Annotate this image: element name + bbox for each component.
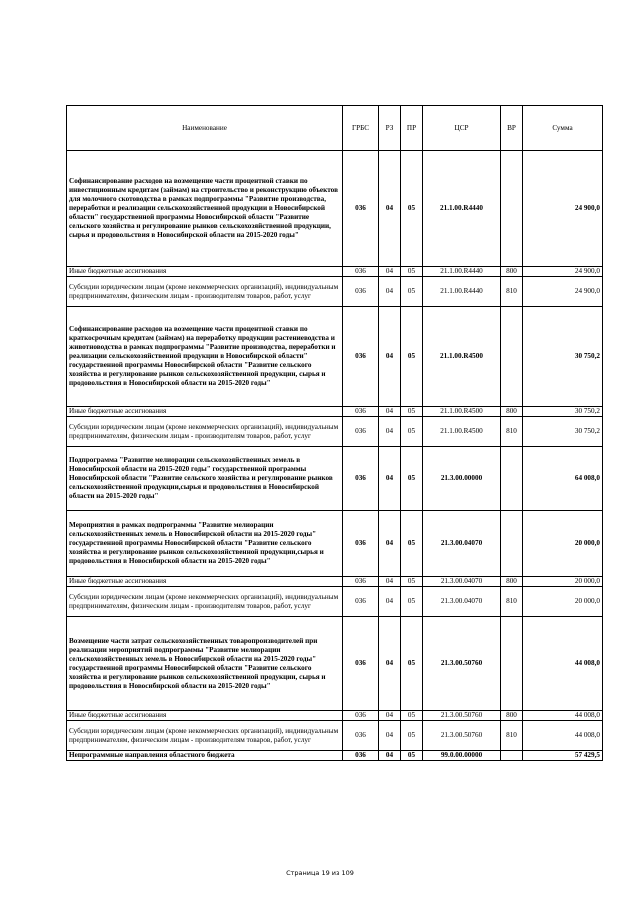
cell-csr: 21.3.00.50760 xyxy=(423,721,501,751)
cell-pr: 05 xyxy=(401,577,423,587)
cell-vr: 810 xyxy=(501,721,523,751)
cell-pr: 05 xyxy=(401,417,423,447)
cell-name: Подпрограмма "Развитие мелиорации сельскохозяйственных земель в Новосибирской области на 2015-2020 годы" государственной программы Новосибирской области "Развитие сельского хозяйства и регулирование рынков сельскохозяйственной продукции,сырья и продовольствия в Новосибирской области на 2015-2020 годы" xyxy=(67,447,343,511)
cell-csr: 21.1.00.R4440 xyxy=(423,151,501,267)
cell-grbs: 036 xyxy=(343,577,379,587)
table-row xyxy=(67,407,603,417)
table-row xyxy=(67,277,603,307)
table-row xyxy=(67,151,603,267)
cell-sum: 20 000,0 xyxy=(523,511,603,577)
cell-rz: 04 xyxy=(379,151,401,267)
cell-rz: 04 xyxy=(379,721,401,751)
table-header-row xyxy=(67,106,603,151)
cell-csr: 21.1.00.R4500 xyxy=(423,307,501,407)
cell-sum: 24 900,0 xyxy=(523,151,603,267)
cell-rz: 04 xyxy=(379,577,401,587)
cell-name: Софинансирование расходов на возмещение части процентной ставки по инвестиционным кредитам (займам) на строительство и реконструкцию объектов для молочного скотоводства в рамках подпрограммы "Развитие производства, переработки и реализации сельскохозяйственной продукции в Новосибирской области" государственной программы Новосибирской области "Развитие сельского хозяйства и регулирование рынков сельскохозяйственной продукции, сырья и продовольствия в Новосибирской области на 2015-2020 годы" xyxy=(67,151,343,267)
cell-vr: 800 xyxy=(501,577,523,587)
cell-csr: 99.0.00.00000 xyxy=(423,751,501,761)
cell-pr: 05 xyxy=(401,267,423,277)
cell-sum: 20 000,0 xyxy=(523,577,603,587)
cell-rz: 04 xyxy=(379,587,401,617)
cell-pr: 05 xyxy=(401,307,423,407)
table-row xyxy=(67,617,603,711)
cell-vr: 810 xyxy=(501,417,523,447)
cell-name: Субсидии юридическим лицам (кроме некоммерческих организаций), индивидуальным предпринимателям, физическим лицам - производителям товаров, работ, услуг xyxy=(67,587,343,617)
budget-table xyxy=(66,105,603,761)
cell-name: Иные бюджетные ассигнования xyxy=(67,711,343,721)
cell-pr: 05 xyxy=(401,277,423,307)
cell-csr: 21.3.00.50760 xyxy=(423,617,501,711)
header-csr: ЦСР xyxy=(423,106,501,151)
header-sum: Сумма xyxy=(523,106,603,151)
cell-sum: 64 008,0 xyxy=(523,447,603,511)
cell-csr: 21.3.00.00000 xyxy=(423,447,501,511)
cell-sum: 44 008,0 xyxy=(523,617,603,711)
cell-vr xyxy=(501,511,523,577)
cell-name: Возмещение части затрат сельскохозяйственных товаропроизводителей при реализации мероприятий подпрограммы "Развитие мелиорации сельскохозяйственных земель в Новосибирской области на 2015-2020 годы" государственной программы Новосибирской области "Развитие сельского хозяйства и регулирование рынков сельскохозяйственной продукции, сырья и продовольствия в Новосибирской области на 2015-2020 годы" xyxy=(67,617,343,711)
cell-name: Иные бюджетные ассигнования xyxy=(67,407,343,417)
cell-name: Мероприятия в рамках подпрограммы "Развитие мелиорации сельскохозяйственных земель в Новосибирской области на 2015-2020 годы" государственной программы Новосибирской области "Развитие сельского хозяйства и регулирование рынков сельскохозяйственной продукции,сырья и продовольствия в Новосибирской области на 2015-2020 годы" xyxy=(67,511,343,577)
cell-name: Непрограммные направления областного бюджета xyxy=(67,751,343,761)
cell-vr: 810 xyxy=(501,587,523,617)
cell-sum: 24 900,0 xyxy=(523,267,603,277)
cell-rz: 04 xyxy=(379,277,401,307)
header-rz: РЗ xyxy=(379,106,401,151)
cell-name: Иные бюджетные ассигнования xyxy=(67,577,343,587)
cell-csr: 21.1.00.R4440 xyxy=(423,267,501,277)
table-row xyxy=(67,751,603,761)
cell-rz: 04 xyxy=(379,407,401,417)
cell-rz: 04 xyxy=(379,447,401,511)
cell-name: Субсидии юридическим лицам (кроме некоммерческих организаций), индивидуальным предпринимателям, физическим лицам - производителям товаров, работ, услуг xyxy=(67,721,343,751)
cell-csr: 21.3.00.04070 xyxy=(423,511,501,577)
header-vr: ВР xyxy=(501,106,523,151)
cell-vr xyxy=(501,617,523,711)
cell-pr: 05 xyxy=(401,447,423,511)
cell-vr: 810 xyxy=(501,277,523,307)
cell-grbs: 036 xyxy=(343,447,379,511)
cell-csr: 21.1.00.R4500 xyxy=(423,417,501,447)
cell-pr: 05 xyxy=(401,511,423,577)
cell-vr xyxy=(501,447,523,511)
cell-pr: 05 xyxy=(401,151,423,267)
table-row xyxy=(67,577,603,587)
table-row xyxy=(67,447,603,511)
cell-rz: 04 xyxy=(379,511,401,577)
cell-rz: 04 xyxy=(379,307,401,407)
cell-pr: 05 xyxy=(401,617,423,711)
table-row xyxy=(67,721,603,751)
table-row xyxy=(67,307,603,407)
cell-rz: 04 xyxy=(379,751,401,761)
cell-rz: 04 xyxy=(379,267,401,277)
cell-grbs: 036 xyxy=(343,721,379,751)
cell-sum: 57 429,5 xyxy=(523,751,603,761)
table-row xyxy=(67,417,603,447)
cell-csr: 21.1.00.R4500 xyxy=(423,407,501,417)
cell-vr xyxy=(501,151,523,267)
cell-vr xyxy=(501,751,523,761)
cell-rz: 04 xyxy=(379,417,401,447)
cell-sum: 30 750,2 xyxy=(523,417,603,447)
header-grbs: ГРБС xyxy=(343,106,379,151)
cell-vr: 800 xyxy=(501,711,523,721)
cell-sum: 30 750,2 xyxy=(523,407,603,417)
cell-sum: 20 000,0 xyxy=(523,587,603,617)
cell-csr: 21.1.00.R4440 xyxy=(423,277,501,307)
cell-grbs: 036 xyxy=(343,277,379,307)
cell-grbs: 036 xyxy=(343,587,379,617)
page-number: Страница 19 из 109 xyxy=(286,869,354,877)
cell-vr xyxy=(501,307,523,407)
cell-grbs: 036 xyxy=(343,751,379,761)
cell-name: Субсидии юридическим лицам (кроме некоммерческих организаций), индивидуальным предпринимателям, физическим лицам - производителям товаров, работ, услуг xyxy=(67,277,343,307)
cell-grbs: 036 xyxy=(343,407,379,417)
table-row xyxy=(67,711,603,721)
cell-pr: 05 xyxy=(401,751,423,761)
table-row xyxy=(67,511,603,577)
cell-name: Субсидии юридическим лицам (кроме некоммерческих организаций), индивидуальным предпринимателям, физическим лицам - производителям товаров, работ, услуг xyxy=(67,417,343,447)
cell-grbs: 036 xyxy=(343,511,379,577)
cell-sum: 44 008,0 xyxy=(523,721,603,751)
cell-rz: 04 xyxy=(379,711,401,721)
cell-grbs: 036 xyxy=(343,267,379,277)
cell-grbs: 036 xyxy=(343,307,379,407)
cell-sum: 30 750,2 xyxy=(523,307,603,407)
cell-name: Софинансирование расходов на возмещение части процентной ставки по краткосрочным кредитам (займам) на переработку продукции растениеводства и животноводства в рамках подпрограммы "Развитие производства, переработки и реализации сельскохозяйственной продукции в Новосибирской области" государственной программы Новосибирской области "Развитие сельского хозяйства и регулирование рынков сельскохозяйственной продукции, сырья и продовольствия в Новосибирской области на 2015-2020 годы" xyxy=(67,307,343,407)
cell-sum: 24 900,0 xyxy=(523,277,603,307)
cell-rz: 04 xyxy=(379,617,401,711)
cell-csr: 21.3.00.04070 xyxy=(423,587,501,617)
cell-sum: 44 008,0 xyxy=(523,711,603,721)
cell-pr: 05 xyxy=(401,407,423,417)
cell-vr: 800 xyxy=(501,407,523,417)
header-pr: ПР xyxy=(401,106,423,151)
cell-csr: 21.3.00.04070 xyxy=(423,577,501,587)
cell-grbs: 036 xyxy=(343,711,379,721)
cell-name: Иные бюджетные ассигнования xyxy=(67,267,343,277)
header-name: Наименование xyxy=(67,106,343,151)
table-row xyxy=(67,587,603,617)
cell-vr: 800 xyxy=(501,267,523,277)
cell-grbs: 036 xyxy=(343,417,379,447)
table-body xyxy=(67,151,603,761)
cell-grbs: 036 xyxy=(343,617,379,711)
cell-pr: 05 xyxy=(401,711,423,721)
cell-csr: 21.3.00.50760 xyxy=(423,711,501,721)
cell-pr: 05 xyxy=(401,587,423,617)
cell-pr: 05 xyxy=(401,721,423,751)
table-row xyxy=(67,267,603,277)
cell-grbs: 036 xyxy=(343,151,379,267)
